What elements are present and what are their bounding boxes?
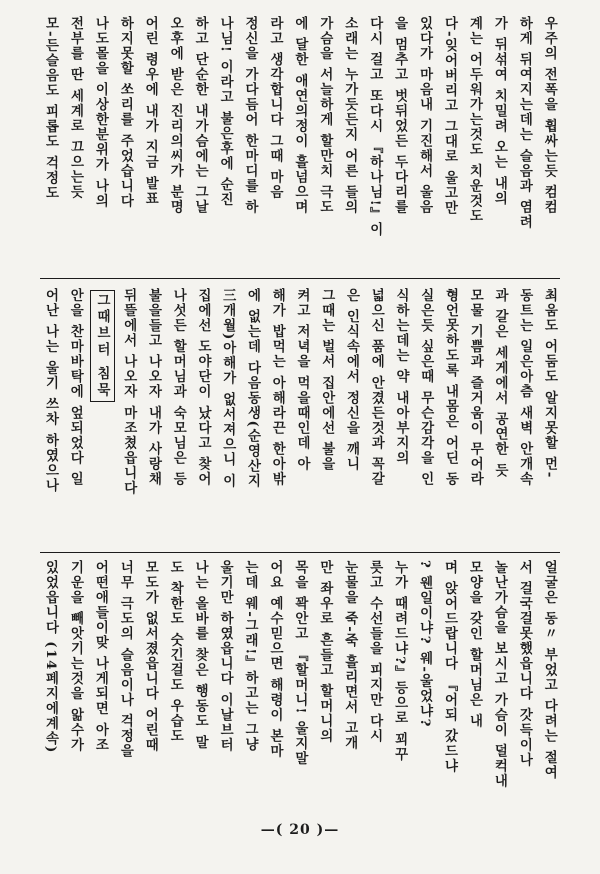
boxed-heading: 그때브터 침묵 [90,290,115,402]
text-column: 에 달한 애연의정이 흘넘으며 [292,16,309,215]
text-column: 라고 생각합니다 그때 마음 [267,16,284,200]
text-column: 어요 예수믿으면 해령이 본마 [267,560,284,759]
text-column: 울기만 하였읍니다 이날브터 [217,560,234,753]
text-column: 실은듯 싶은때 무슨감각을 인 [418,288,435,487]
text-column: 는데 웨-그래!』하고는 그냥 [242,560,259,753]
text-column: 누가 때려드냐?』등으로 꾀꾸 [392,560,409,762]
text-column: 나도몰을 이상한분위가 나의 [92,16,109,209]
text-column: 가슴을 서늘하게 할만치 극도 [317,16,334,215]
text-column: 켜고 저녁을 먹을때인데 아 [294,288,311,472]
text-column: 하게 뒤여지는데는 슬음과 염려 [516,16,533,230]
text-column: 과 갈은 세게에서 공연한 듯 [492,288,509,479]
text-column: 뒤뜰에서 나오자 마조쳤읍니다 [121,288,138,496]
text-column: 서 걸국걸못했읍니다 갓득이나 [516,560,533,768]
page-number: —( 20 )— [260,822,340,838]
text-column: 집에선 도야단이 났다고 찾어 [195,288,212,487]
text-column: 오후에 받은 진리의씨가 분명 [167,16,184,215]
text-column: 며 앉어드랍니다 『어되 갔드냐 [442,560,458,774]
text-column: 하고 단순한 내가슴에는 그날 [192,16,209,215]
text-column: 있었읍니다 (14페지에계속) [43,560,59,754]
text-column: 소래는 누가듯든지 어른 들의 [342,16,359,215]
text-column: 불을들고 나오자 내가 사랑채 [146,288,162,487]
text-block-top [40,16,560,266]
divider-top [40,278,560,279]
text-column: 릇고 수선들을 피지만 다시 [367,560,384,744]
text-column: 동트는 일은아츰 새벽 안개속 [517,288,534,487]
text-column: 어린 령우에 내가 지금 발표 [142,16,159,207]
text-column: 다시 걸고 또다시 『하나님!』이 [367,16,384,238]
text-column: 우주의 전폭을 휩싸는듯 컴컴 [541,16,558,215]
text-column: 놀난가슴을 보시고 가슴이 덜컥내 [491,560,508,789]
text-column: 그때는 벌서 집안에선 불을 [319,288,336,472]
text-column: 기운을 빼앗기는것을 앎수가 [67,560,84,753]
text-column: 너무 극도의 슬음이나 걱정을 [117,560,134,759]
text-column: 최움도 어둠도 알지못할 먼- [542,288,558,479]
text-column: 은 인식속에서 정신을 깨니 [344,288,360,472]
text-column: 어떤애들이맞 나게되면 아조 [92,560,109,753]
text-column: 정신을 가다듬어 한마디를 하 [242,16,259,215]
text-column: 전부를 딴 세계로 끄으는듯 [67,16,84,200]
text-block-bottom [40,560,560,810]
text-column: 계는 어두워가는것도 치운것도 [466,16,483,224]
text-column: 을 멈추고 벗뒤었든 두다리를 [392,16,409,215]
text-column: 얼굴은 동〃 부었고 다려는 절여 [541,560,558,781]
text-column: 있다가 마음내 기진해서 울음 [417,16,434,215]
text-column: 해가 밥먹는 아해라끈 한아밖 [269,288,286,487]
text-column: 하지못할 쏘리를 주었습니다 [117,16,134,209]
text-column: 형언못하도록 내몸은 어딘 동 [443,288,459,487]
text-column: 가 뒤섞여 치밀려 오는 내의 [491,16,508,207]
text-column: 목을 꽉안고 『할머니! 울지말 [292,560,309,767]
text-column: 에 없는데 다음동생(순영산지 [245,288,261,489]
text-column: 모-든슬음도 피롭도 걱정도 [43,16,59,201]
text-column: 모도가 없서졌읍니다 어린때 [142,560,159,753]
text-column: 눈물을 죽-죽 흘리면서 고개 [342,560,359,751]
text-column: 다-잊어버리고 그대로 울고만 [442,16,458,216]
text-column: 나섯든 할머님과 숙모님은 등 [170,288,187,487]
text-column: 모물 기쁨과 즐거움이 무어라 [467,288,484,487]
text-column: 三개월)아해가 없서져으니 이 [220,288,237,489]
text-column: 도 착한도 숫긴걸도 우습도 [167,560,184,744]
text-column: 나님! 이라고 불은후에 순진 [217,16,234,208]
text-column: 나는 올바를 찾은 행동도 말 [192,560,209,751]
text-column: ? 웬일이냐? 웨-울었냐? [417,560,434,729]
text-column: 식하는데는 약 내아부지의 [393,288,410,466]
divider-bottom [40,552,560,553]
text-column: 만 좌우로 흔들고 할머니의 [317,560,334,744]
text-column: 넓으신 품에 안겼든것과 꼭갈 [368,288,385,487]
text-block-middle [40,288,560,546]
text-column: 안을 찬마바탁에 엎되었다 일 [67,288,84,487]
text-column: 모양을 갖인 할머님은 내 [466,560,483,729]
text-column: 어난 나는 울기 쓰차 하였으나 [43,288,59,494]
